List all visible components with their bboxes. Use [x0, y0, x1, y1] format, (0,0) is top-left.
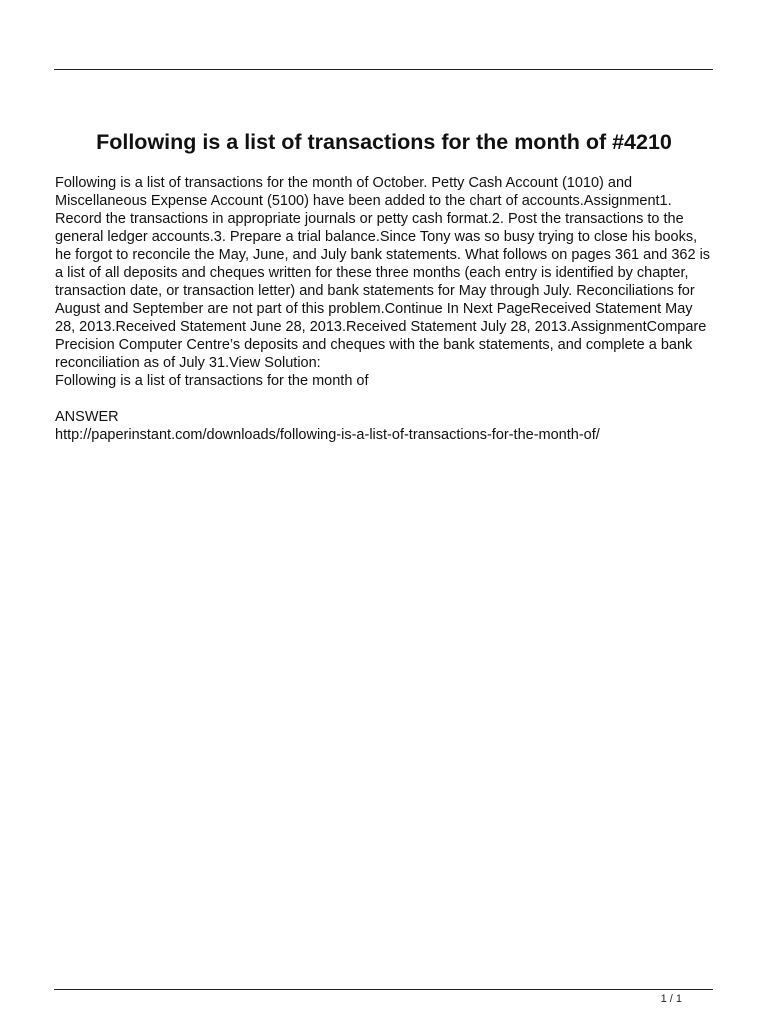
answer-url: http://paperinstant.com/downloads/following-is-a-list-of-transactions-for-the-month-of/ — [55, 427, 600, 443]
document-content — [55, 174, 715, 444]
document-title: Following is a list of transactions for the month of #4210 — [96, 130, 672, 154]
body-paragraph: Following is a list of transactions for the month of October. Petty Cash Account (1010) and Miscellaneous Expense Account (5100) have been added to the chart of accounts.Assignment1. Record the transactions in appropriate journals or petty cash format.2. Post the transactions to the general ledger accounts.3. Prepare a trial balance.Since Tony was so busy trying to close his books, he forgot to reconcile the May, June, and July bank statements. What follows on pages 361 and 362 is a list of all deposits and cheques written for these three months (each entry is identified by chapter, transaction date, or transaction letter) and bank statements for May through July. Reconciliations for August and September are not part of this problem.Continue In Next PageReceived Statement May 28, 2013.Received Statement June 28, 2013.Received Statement July 28, 2013.AssignmentCompare Precision Computer Centre’s deposits and cheques with the bank statements, and complete a bank reconciliation as of July 31.View Solution: — [55, 175, 711, 371]
repeat-line: Following is a list of transactions for the month of — [55, 373, 369, 389]
page-number: 1 / 1 — [660, 993, 682, 1005]
answer-label: ANSWER — [55, 409, 119, 425]
spacer — [55, 390, 715, 408]
header-rule — [54, 69, 713, 70]
footer-rule — [54, 989, 713, 990]
